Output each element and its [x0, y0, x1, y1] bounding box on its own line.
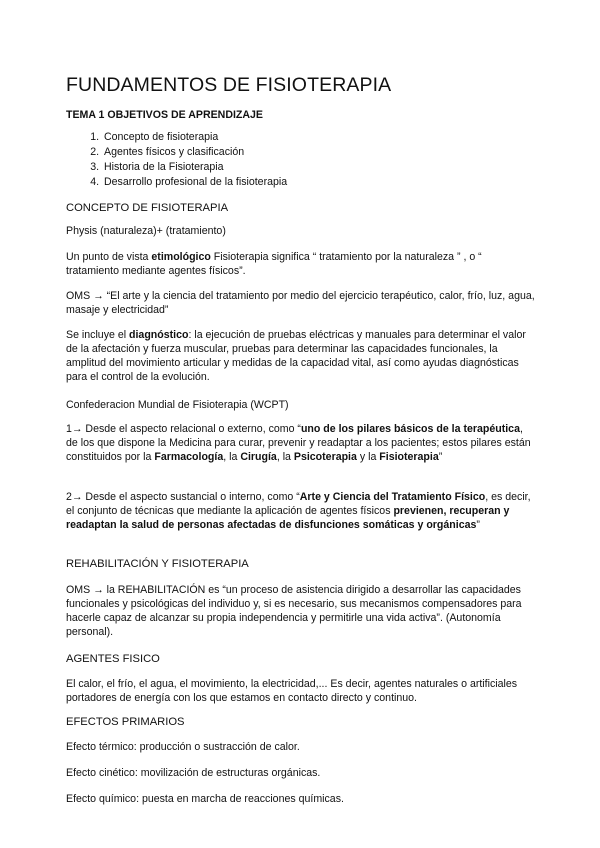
efectos-heading: EFECTOS PRIMARIOS [66, 716, 185, 728]
bold-term: diagnóstico [129, 329, 189, 341]
etimologico-paragraph: Un punto de vista etimológico Fisioterapia significa “ tratamiento por la naturaleza ” , o “ tratamiento mediante agentes físicos”. [66, 251, 482, 277]
rehab-heading: REHABILITACIÓN Y FISIOTERAPIA [66, 558, 249, 570]
bold-term: Arte y Ciencia del Tratamiento Físico [299, 491, 486, 503]
list-item: 1. Concepto de fisioterapia [102, 130, 572, 145]
objectives-list [66, 130, 572, 190]
bold-term: Psicoterapia [293, 451, 357, 463]
list-item: Efecto químico: puesta en marcha de reacciones químicas. [66, 793, 344, 805]
bold-term: Farmacología [154, 451, 224, 463]
rehab-paragraph: OMS → la REHABILITACIÓN es “un proceso de asistencia dirigido a desarrollar las capacidades funcionales y psicológicas del individuo y, si es necesario, sus mecanismos compensadores para hacerle capaz de alcanzar su propia independencia y permitirle una vida activa”. (Autonomía personal). [66, 584, 522, 638]
wcpt-line: Confederacion Mundial de Fisioterapia (WCPT) [66, 399, 289, 411]
concepto-heading: CONCEPTO DE FISIOTERAPIA [66, 202, 229, 214]
list-item: 4. Desarrollo profesional de la fisioterapia [102, 175, 572, 190]
bold-term: Fisioterapia [379, 451, 439, 463]
oms-definition: OMS → “El arte y la ciencia del tratamiento por medio del ejercicio terapéutico, calor, frío, luz, agua, masaje y electricidad” [66, 290, 535, 316]
diagnostico-paragraph: Se incluye el diagnóstico: la ejecución de pruebas eléctricas y manuales para determinar el valor de la afectación y fuerza muscular, pruebas para determinar las capacidades funcionales, la amplitud del movimiento articular y medidas de la capacidad vital, así como ayudas diagnósticas para el control de la evolución. [66, 329, 526, 383]
agentes-heading: AGENTES FISICO [66, 653, 160, 665]
bold-term: Cirugía [240, 451, 277, 463]
bold-term: uno de los pilares básicos de la terapéutica [300, 423, 520, 435]
agentes-paragraph: El calor, el frío, el agua, el movimiento, la electricidad,... Es decir, agentes naturales o artificiales portadores de energía con los que estamos en contacto directo y continuo. [66, 678, 518, 704]
list-item: 2. Agentes físicos y clasificación [102, 145, 572, 160]
wcpt-point-1: 1→ Desde el aspecto relacional o externo, como “uno de los pilares básicos de la terapéutica, de los que dispone la Medicina para curar, prevenir y readaptar a los pacientes; estos pilares están constituidos por la Farmacología, la Cirugía, la Psicoterapia y la Fisioterapia” [66, 423, 531, 463]
document-title: FUNDAMENTOS DE FISIOTERAPIA [66, 74, 392, 96]
list-item: Efecto cinético: movilización de estructuras orgánicas. [66, 767, 321, 779]
list-item: 3. Historia de la Fisioterapia [102, 160, 572, 175]
wcpt-point-2: 2→ Desde el aspecto sustancial o interno, como “Arte y Ciencia del Tratamiento Físico, es decir, el conjunto de técnicas que mediante la aplicación de agentes físicos previenen, recuperan y readaptan la salud de personas afectadas de disfunciones somáticas y orgánicas” [66, 491, 531, 531]
list-item: Efecto térmico: producción o sustracción de calor. [66, 741, 300, 753]
bold-term: previenen, recuperan y readaptan la salud de personas afectadas de disfunciones somáticas y orgánicas [66, 505, 510, 531]
physis-line: Physis (naturaleza)+ (tratamiento) [66, 225, 226, 237]
bold-term: etimológico [151, 251, 211, 263]
tema-heading: TEMA 1 OBJETIVOS DE APRENDIZAJE [66, 109, 263, 121]
